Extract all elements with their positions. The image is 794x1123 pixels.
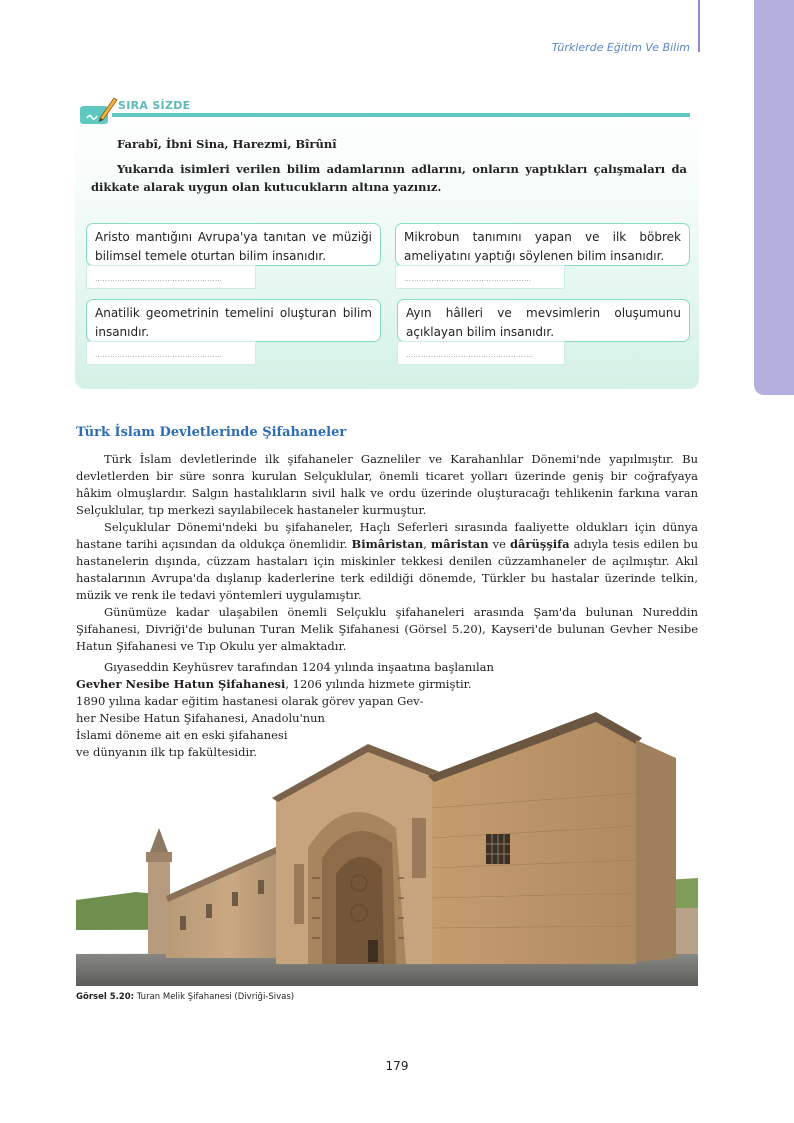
paragraph-4-text: , 1206 yılında hizmete girmiştir. (285, 677, 472, 691)
term-darussifa: dârüşşifa (509, 537, 570, 551)
term-bimaristan: Bimâristan (351, 537, 424, 551)
paragraph-4 (76, 659, 698, 761)
paragraph-4-line: her Nesibe Hatun Şifahanesi, Anadolu'nun (76, 711, 325, 725)
clue-text: Mikrobun tanımını yapan ve ilk böbrek ameliyatını yaptığı söylenen bilim insanıdır. (404, 230, 681, 263)
pencil-note-icon (78, 96, 118, 126)
separator: ve (488, 537, 510, 551)
figure-caption-text: Turan Melik Şifahanesi (Divriği-Sivas) (134, 992, 295, 1002)
paragraph-4-line (76, 676, 698, 693)
term-maristan: mâristan (430, 537, 489, 551)
clue-text: Anatilik geometrinin temelini oluşturan bilim insanıdır. (95, 306, 372, 339)
separator: , (423, 537, 431, 551)
clue-box-2 (395, 223, 690, 266)
answer-field-2[interactable]: …………………………………………… (395, 265, 565, 289)
page-number: 179 (385, 1059, 409, 1073)
activity-instruction: Yukarıda isimleri verilen bilim adamlarının adlarını, onların yaptıkları çalışmaları da dikkate alarak uygun olan kutucukların altına yazınız. (91, 162, 687, 194)
paragraph-2 (76, 519, 698, 604)
paragraph-1: Türk İslam devletlerinde ilk şifahaneler Gazneliler ve Karahanlılar Dönemi'nde yapılmıştır. Bu devletlerden bir süre sonra kurulan Selçuklular, önemli ticaret yolları üzerinde geniş bir coğrafyaya hâkim olmuşlardır. Salgın hastalıkların sivil halk ve ordu üzerinde oluşturacağı tehlikenin farkına varan Selçuklular, tıp merkezi sayılabilecek hastaneler kurmuştur. (76, 452, 698, 517)
clue-text: Ayın hâlleri ve mevsimlerin oluşumunu açıklayan bilim insanıdır. (406, 306, 681, 339)
term-gevher-nesibe: Gevher Nesibe Hatun Şifahanesi (76, 677, 286, 691)
answer-field-1[interactable]: …………………………………………… (86, 265, 256, 289)
header-rule (698, 0, 700, 52)
chapter-side-tab (754, 0, 794, 395)
figure-caption (76, 992, 294, 1002)
clue-box-3 (86, 299, 381, 342)
paragraph-2-text-cont: adıyla tesis edilen bu hastanelerin dışında, cüzzam hastaları için miskinler tekkesi denilen cüzzamhaneler de açılmıştır. Akıl hastalarının Avrupa'da dışlanıp kaderlerine terk edildiği dönemde, Türkler bu hastalar üzerinde telkin, müzik ve renk ile tedavi yöntemleri uygulamıştır. (76, 537, 699, 602)
activity-header-bar (112, 113, 690, 117)
scientist-names: Farabî, İbni Sina, Harezmi, Bîrûnî (117, 137, 337, 151)
paragraph-3: Günümüze kadar ulaşabilen önemli Selçuklu şifahaneleri arasında Şam'da bulunan Nureddin Şifahanesi, Divriği'de bulunan Turan Melik Şifahanesi (Görsel 5.20), Kayseri'de bulunan Gevher Nesibe Hatun Şifahanesi ve Tıp Okulu yer almaktadır. (76, 605, 698, 653)
paragraph-4-line: 1890 yılına kadar eğitim hastanesi olarak görev yapan Gev- (76, 694, 424, 708)
paragraph-2-text: Selçuklular Dönemi'ndeki bu şifahaneler, Haçlı Seferleri sırasında faaliyette oldukları için dünya hastane tarihi açısından da oldukça önemlidir. (76, 520, 698, 551)
running-header: Türklerde Eğitim Ve Bilim (551, 41, 690, 54)
paragraph-4-line: ve dünyanın ilk tıp fakültesidir. (76, 745, 258, 759)
figure-label: Görsel 5.20: (76, 992, 135, 1002)
answer-field-4[interactable]: …………………………………………… (397, 341, 565, 365)
clue-text: Aristo mantığını Avrupa'ya tanıtan ve müziği bilimsel temele oturtan bilim insanıdır. (95, 230, 372, 263)
clue-box-4 (397, 299, 690, 342)
paragraph-4-line: Gıyaseddin Keyhüsrev tarafından 1204 yılında inşaatına başlanılan (104, 660, 494, 674)
activity-title: SIRA SİZDE (118, 99, 191, 112)
paragraph-4-line: İslami döneme ait en eski şifahanesi (76, 728, 288, 742)
answer-field-3[interactable]: …………………………………………… (86, 341, 256, 365)
clue-box-1 (86, 223, 381, 266)
body-text (76, 451, 698, 655)
section-title: Türk İslam Devletlerinde Şifahaneler (76, 425, 347, 440)
